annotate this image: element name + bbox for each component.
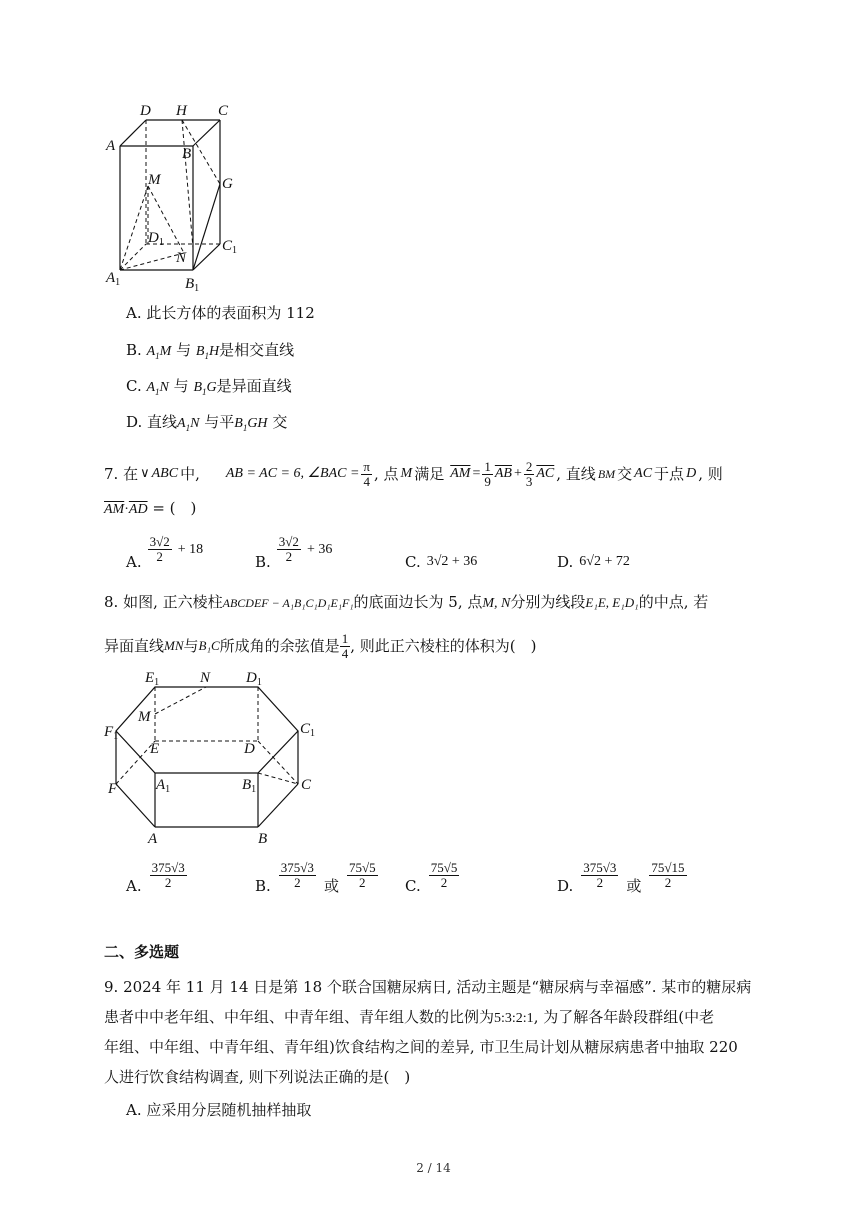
- q9-line4: 人进行饮食结构调查, 则下列说法正确的是( ): [104, 1068, 411, 1086]
- label-C: C: [218, 103, 229, 119]
- q8-stem-line1: 8. 如图, 正六棱柱ABCDEF − A₁B₁C₁D₁E₁F₁的底面边长为 5, 点M, N分别为线段E₁E, E₁D₁的中点, 若: [104, 593, 709, 611]
- label-N: N: [176, 250, 187, 266]
- label-G: G: [222, 176, 233, 192]
- q6-box-figure: [100, 98, 260, 298]
- label-A: A: [148, 831, 158, 847]
- q9-option-a: A. 应采用分层随机抽样抽取: [126, 1101, 312, 1119]
- label-B1: $B_1$: [185, 276, 200, 294]
- label-F: F: [108, 781, 118, 797]
- q7-angle-fraction: $\frac{\pi}{4}$: [363, 458, 370, 489]
- label-N: N: [200, 670, 211, 686]
- q7-stem-line1: 7. 在 ∨ ABC 中, AB = AC = 6, ∠BAC = $\frac{\pi}{4}$ , 点 M 满足 $\overline{AM}$ = $\frac{1}{9}$ $\overline{AB}$ + $\frac{2}{3}$ $\overline{AC}$ , 直线 BM 交 AC 于点 D , 则: [104, 458, 723, 489]
- q7-option-d: D. 6√2 + 72: [557, 553, 630, 571]
- q9-line1: 9. 2024 年 11 月 14 日是第 18 个联合国糖尿病日, 活动主题是“糖尿病与幸福感”. 某市的糖尿病: [104, 978, 752, 996]
- label-M: M: [138, 709, 151, 725]
- q6-option-c: C. $A_1N$ 与 $B_1G$是异面直线: [126, 377, 292, 397]
- label-C1: $C_1$: [222, 238, 238, 256]
- q8-option-b: B. $\frac{375√3}{2}$ 或 $\frac{75√5}{2}$: [255, 860, 376, 895]
- q7-option-a: A. $\frac{3√2}{2}$ + 18: [126, 534, 204, 571]
- label-D: D: [140, 103, 151, 119]
- label-A1: $A_1$: [106, 270, 121, 288]
- label-E: E: [150, 741, 160, 757]
- q9-line2: 患者中中老年组、中年组、中青年组、青年组人数的比例为5:3:2:1, 为了解各年龄段群组(中老: [104, 1008, 715, 1026]
- q8-hexprism-figure: [100, 665, 330, 850]
- label-B1: $B_1$: [242, 777, 257, 795]
- label-C1: $C_1$: [300, 721, 316, 739]
- q6-option-a: A. 此长方体的表面积为 112: [126, 304, 315, 322]
- q6-option-b: B. $A_1M$ 与 $B_1H$是相交直线: [126, 341, 295, 361]
- q8-option-a: A. $\frac{375√3}{2}$: [126, 860, 185, 895]
- label-B: B: [182, 146, 192, 162]
- q9-line3: 年组、中年组、中青年组、青年组)饮食结构之间的差异, 市卫生局计划从糖尿病患者中抽取 220: [104, 1038, 738, 1056]
- q6-option-d: D. 直线$A_1N$ 与平$B_1GH$ 交: [126, 413, 288, 433]
- q7-option-b: B. $\frac{3√2}{2}$ + 36: [255, 534, 333, 571]
- label-M: M: [148, 172, 161, 188]
- label-H: H: [176, 103, 187, 119]
- label-C: C: [301, 777, 312, 793]
- q8-option-d: D. $\frac{375√3}{2}$ 或 $\frac{75√15}{2}$: [557, 860, 685, 895]
- section-title: 二、多选题: [104, 943, 180, 961]
- q8-stem-line2: 异面直线 MN 与 B₁C 所成角的余弦值是 $\frac{1}{4}$ , 则此正六棱柱的体积为( ): [104, 630, 537, 661]
- label-D1: $D_1$: [246, 670, 262, 688]
- label-A: A: [106, 138, 116, 154]
- q7-stem-line2: $\overline{AM}\cdot\overline{AD}$ = ( ): [104, 499, 197, 517]
- page-number: 2 / 14: [416, 1161, 451, 1175]
- label-A1: $A_1$: [156, 777, 171, 795]
- label-D: D: [244, 741, 255, 757]
- label-E1: $E_1$: [145, 670, 160, 688]
- q8-option-c: C. $\frac{75√5}{2}$: [405, 860, 458, 895]
- label-B: B: [258, 831, 268, 847]
- label-D1: $D_1$: [148, 230, 164, 248]
- q7-option-c: C. 3√2 + 36: [405, 553, 478, 571]
- label-F1: $F_1$: [104, 724, 119, 742]
